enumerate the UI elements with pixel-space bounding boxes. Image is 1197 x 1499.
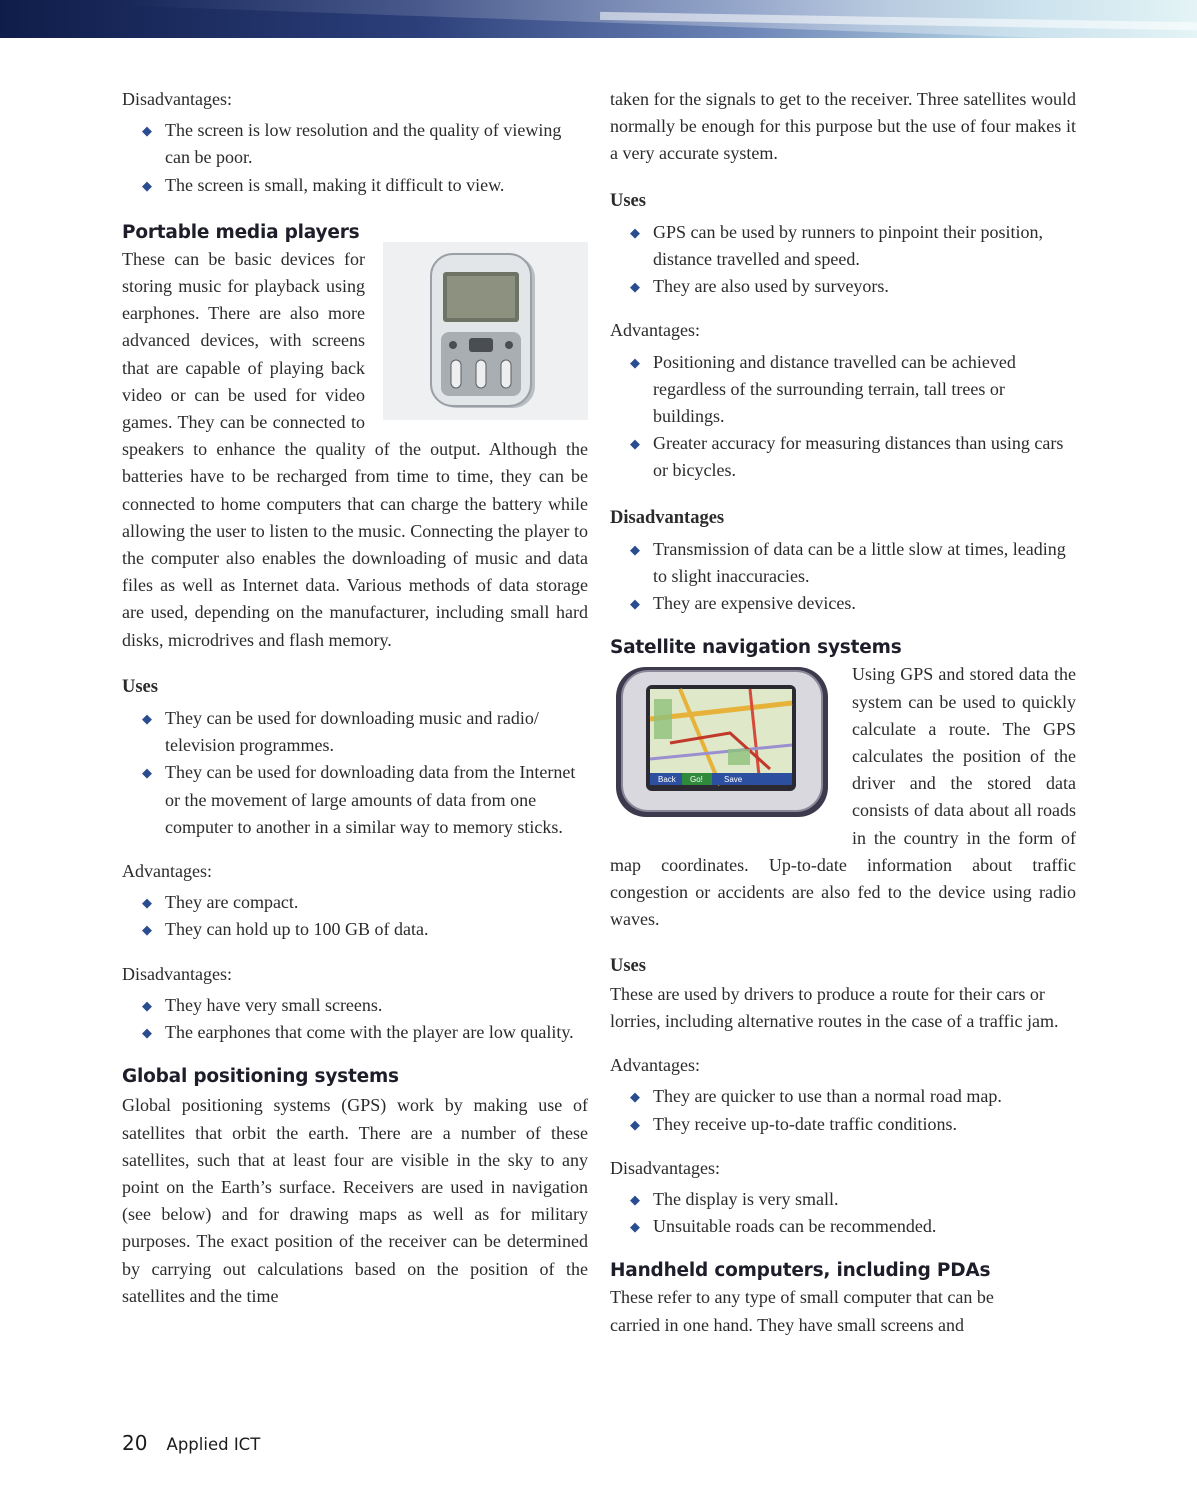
list-item: ◆ They are expensive devices. [610, 590, 1076, 617]
section-heading-global-positioning-systems: Global positioning systems [122, 1066, 399, 1088]
list-item: ◆ They can be used for downloading music and radio/ television programmes. [122, 705, 588, 759]
gps-paragraph: Global positioning systems (GPS) work by making use of satellites that orbit the earth. There are a number of these satellites, such that at least four are visible in the sky to any point on the Earth’s surface. Receivers are used in navigation (see below) and for drawing maps as well as for military purposes. The exact position of the receiver can be determined by carrying out calculations based on the position of the satellites and the time [122, 1095, 588, 1306]
satnav-uses-paragraph: These are used by drivers to produce a route for their cars or lorries, including alternative routes in the case of a traffic jam. [610, 983, 1059, 1031]
book-title: Applied ICT [166, 1435, 261, 1454]
svg-text:Back: Back [658, 775, 676, 785]
diamond-bullet-icon: ◆ [142, 765, 152, 781]
uses-label: Uses [610, 190, 646, 211]
uses-label: Uses [610, 956, 646, 977]
diamond-bullet-icon: ◆ [630, 1219, 640, 1235]
pmp-paragraph: These can be basic devices for storing music for playback using earphones. There are also more advanced devices, with screens that are capable of playing back video or can be used for video games. They can be connected to speakers to enhance the quality of the output. Although the batteries have to be recharged from time to time, they can be connected to home computers that can charge the battery while allowing the user to listen to the music. Connecting the player to the computer also enables the downloading of music and data files as well as Internet data. Various methods of data storage are used, depending on the manufacturer, including small hard disks, microdrives and flash memory. [122, 248, 588, 650]
diamond-bullet-icon: ◆ [142, 997, 152, 1013]
right-column [610, 86, 1076, 1339]
satnav-paragraph: Using GPS and stored data the system can be used to quickly calculate a route. The GPS calculates the position of the driver and the stored data consists of data about all roads in the country in the form of map coordinates. Up-to-date information about traffic congestion or accidents are also fed to the device using radio waves. [610, 664, 1076, 930]
header-banner [0, 0, 1197, 38]
diamond-bullet-icon: ◆ [142, 177, 152, 193]
diamond-bullet-icon: ◆ [630, 1116, 640, 1132]
list-item: ◆ They receive up-to-date traffic conditions. [610, 1111, 1076, 1138]
page-footer [122, 1431, 260, 1455]
bullet-list [610, 1083, 1076, 1137]
diamond-bullet-icon: ◆ [142, 895, 152, 911]
list-item: ◆ They are quicker to use than a normal road map. [610, 1083, 1076, 1110]
section-heading-satellite-navigation-systems: Satellite navigation systems [610, 637, 902, 659]
list-item: ◆ They can be used for downloading data from the Internet or the movement of large amounts of data from one computer to another in a similar way to memory sticks. [122, 759, 588, 841]
diamond-bullet-icon: ◆ [630, 541, 640, 557]
diamond-bullet-icon: ◆ [630, 1089, 640, 1105]
list-item: ◆ They are compact. [122, 889, 588, 916]
list-item: ◆ They are also used by surveyors. [610, 273, 1076, 300]
left-column [122, 86, 588, 1310]
bullet-list [122, 117, 588, 199]
section-heading-handheld-computers: Handheld computers, including PDAs [610, 1260, 991, 1282]
bullet-list [122, 992, 588, 1046]
gps-continued-paragraph: taken for the signals to get to the receiver. Three satellites would normally be enough for this purpose but the use of four makes it a very accurate system. [610, 89, 1076, 164]
bullet-list [122, 705, 588, 841]
svg-text:Save: Save [724, 775, 743, 785]
bullet-list [610, 1186, 1076, 1240]
diamond-bullet-icon: ◆ [630, 279, 640, 295]
list-item: ◆ The earphones that come with the player are low quality. [122, 1019, 588, 1046]
page-number: 20 [122, 1431, 148, 1455]
list-item: ◆ They have very small screens. [122, 992, 588, 1019]
list-item: ◆ The screen is small, making it difficult to view. [122, 172, 588, 199]
diamond-bullet-icon: ◆ [630, 596, 640, 612]
diamond-bullet-icon: ◆ [142, 922, 152, 938]
disadvantages-label: Disadvantages: [122, 89, 232, 109]
diamond-bullet-icon: ◆ [142, 711, 152, 727]
diamond-bullet-icon: ◆ [630, 354, 640, 370]
diamond-bullet-icon: ◆ [142, 123, 152, 139]
bullet-list [122, 889, 588, 943]
satnav-device-image [610, 659, 832, 825]
list-item: ◆ They can hold up to 100 GB of data. [122, 916, 588, 943]
bullet-list [610, 219, 1076, 301]
diamond-bullet-icon: ◆ [142, 1025, 152, 1041]
list-item: ◆ Transmission of data can be a little slow at times, leading to slight inaccuracies. [610, 536, 1076, 590]
list-item: ◆ Greater accuracy for measuring distances than using cars or bicycles. [610, 430, 1076, 484]
disadvantages-label: Disadvantages [610, 507, 725, 528]
list-item: ◆ The display is very small. [610, 1186, 1076, 1213]
advantages-label: Advantages: [610, 320, 700, 341]
media-player-image [383, 242, 588, 420]
diamond-bullet-icon: ◆ [630, 224, 640, 240]
svg-text:Go!: Go! [690, 775, 703, 785]
list-item: ◆ Positioning and distance travelled can be achieved regardless of the surrounding terrain, tall trees or buildings. [610, 349, 1076, 431]
disadvantages-label: Disadvantages: [610, 1157, 720, 1178]
disadvantages-label: Disadvantages: [122, 963, 232, 984]
advantages-label: Advantages: [122, 861, 212, 882]
uses-label: Uses [122, 676, 158, 697]
list-item: ◆ The screen is low resolution and the quality of viewing can be poor. [122, 117, 588, 171]
diamond-bullet-icon: ◆ [630, 1191, 640, 1207]
bullet-list [610, 536, 1076, 618]
list-item: ◆ GPS can be used by runners to pinpoint their position, distance travelled and speed. [610, 219, 1076, 273]
pmp-paragraph-block [122, 246, 588, 654]
list-item: ◆ Unsuitable roads can be recommended. [610, 1213, 1076, 1240]
satnav-paragraph-block [610, 661, 1076, 933]
bullet-list [610, 349, 1076, 485]
section-heading-portable-media-players: Portable media players [122, 221, 360, 243]
diamond-bullet-icon: ◆ [630, 436, 640, 452]
handheld-paragraph: These refer to any type of small computer that can be carried in one hand. They have small screens and [610, 1287, 994, 1335]
advantages-label: Advantages: [610, 1055, 700, 1076]
